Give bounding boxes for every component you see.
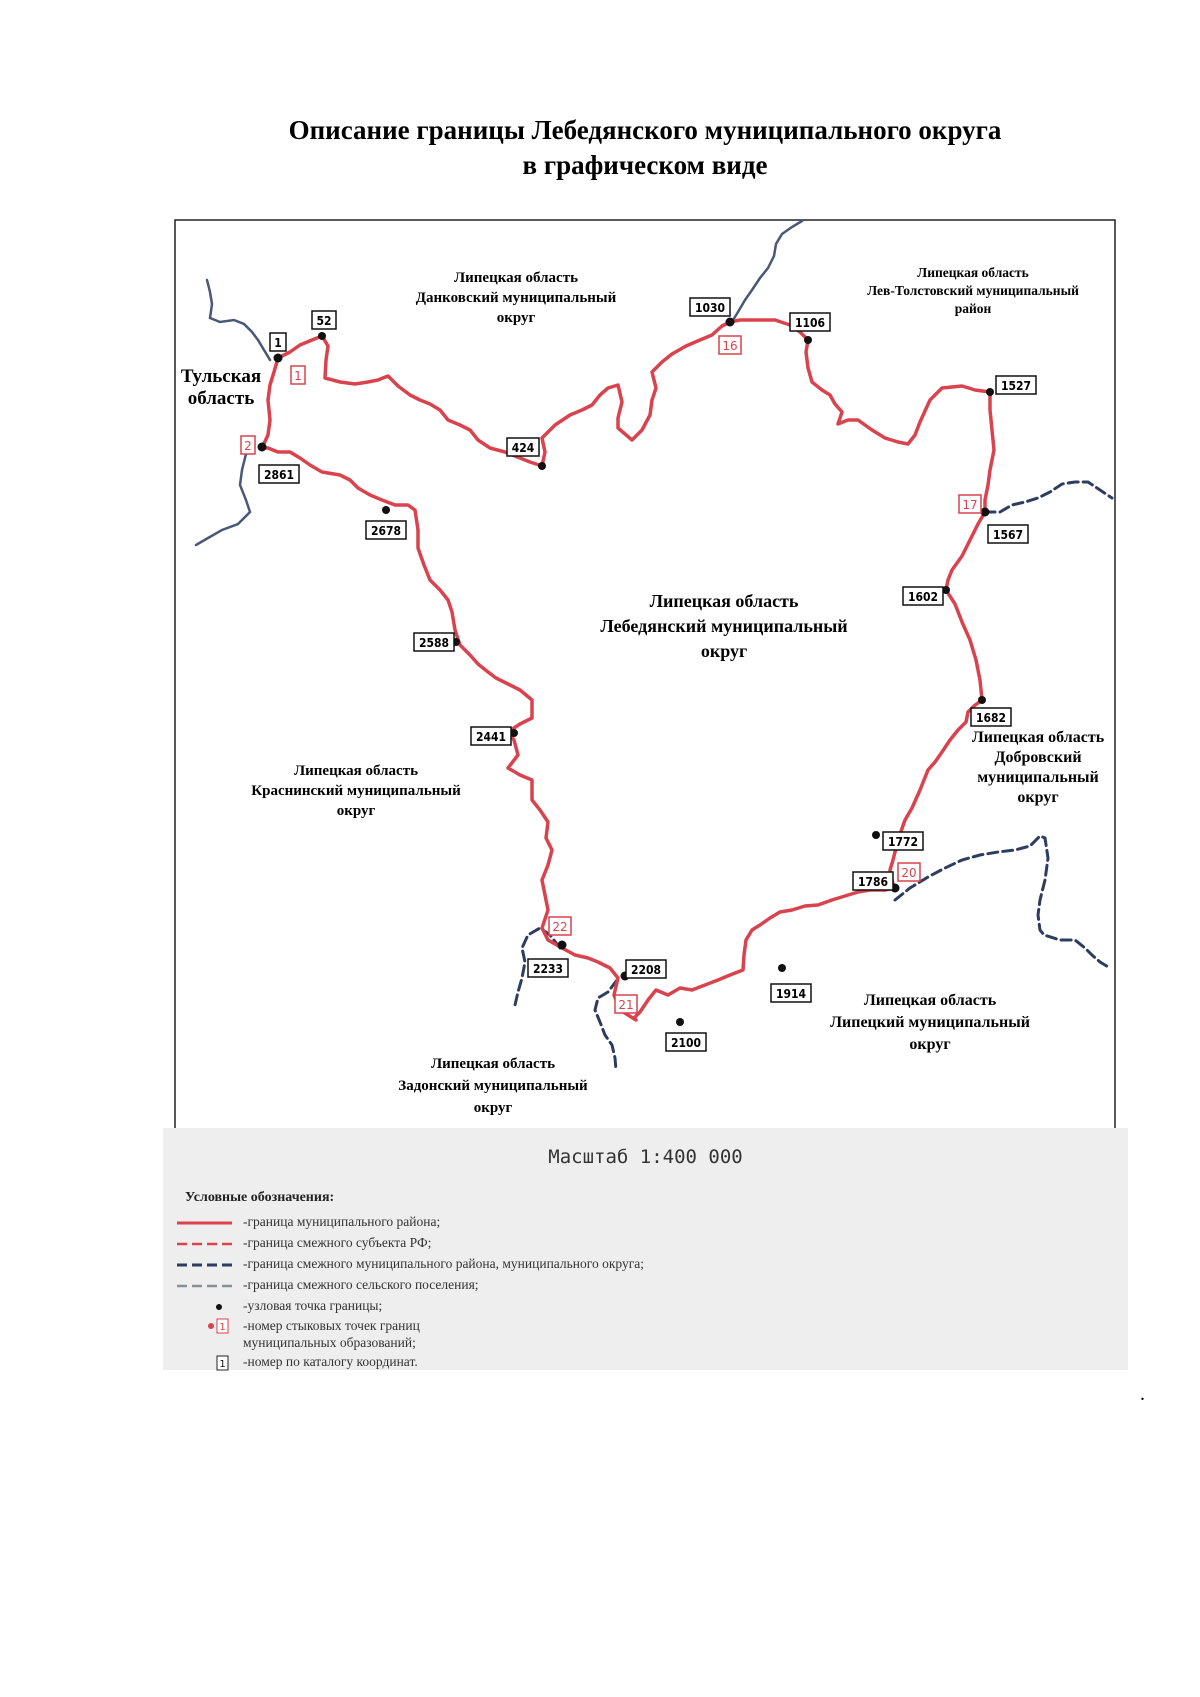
legend-item (163, 1234, 1063, 1254)
node-dot (274, 354, 283, 363)
catalog-point-label (771, 984, 811, 1002)
svg-text:2100: 2100 (670, 1036, 702, 1050)
svg-text:16: 16 (722, 339, 738, 353)
svg-text:1: 1 (294, 369, 302, 383)
junction-point-label (959, 495, 981, 513)
legend-item-label: -граница смежного сельского поселения; (243, 1277, 479, 1292)
catalog-point-label (528, 959, 568, 977)
node-dot (676, 1018, 684, 1026)
node-dot (558, 941, 567, 950)
catalog-point-label (471, 727, 511, 745)
catalog-point-label (626, 960, 666, 978)
legend-item (163, 1353, 1063, 1373)
catalog-point-label (790, 313, 830, 331)
catalog-point-label (312, 311, 336, 329)
legend-item (163, 1297, 1063, 1317)
svg-text:1: 1 (219, 1322, 226, 1333)
catalog-point-label (666, 1033, 706, 1051)
catalog-point-label (270, 333, 286, 351)
svg-text:17: 17 (962, 498, 978, 512)
region-label-krasnoe: Липецкая область Краснинский муниципальный округ (251, 763, 461, 819)
node-dot (981, 508, 990, 517)
catalog-point-label (996, 376, 1036, 394)
legend-item-label: -номер стыковых точек границ муниципальных образований; (243, 1318, 420, 1350)
node-dot (804, 336, 812, 344)
dashed-red-line-icon (177, 1234, 232, 1254)
svg-text:2678: 2678 (370, 524, 402, 538)
legend-item-label: -граница смежного субъекта РФ; (243, 1235, 432, 1250)
legend-panel (163, 1128, 1128, 1370)
svg-text:52: 52 (316, 314, 332, 328)
region-label-lipetsk: Липецкая область Липецкий муниципальный округ (830, 992, 1030, 1053)
legend-item-label: -узловая точка границы; (243, 1298, 383, 1313)
dashed-gray-line-icon (177, 1276, 232, 1296)
region-label-dankov: Липецкая область Данковский муниципальный округ (415, 270, 617, 326)
map-scale: Масштаб 1:400 000 (548, 1146, 743, 1168)
svg-text:1914: 1914 (775, 987, 807, 1001)
svg-text:1567: 1567 (992, 528, 1024, 542)
legend-item-label: -граница смежного муниципального района, муниципального округа; (243, 1256, 645, 1271)
catalog-point-label (414, 633, 454, 651)
junction-point-label (615, 995, 637, 1013)
junction-number-icon (177, 1316, 232, 1336)
catalog-point-label (366, 521, 406, 539)
svg-text:21: 21 (618, 998, 634, 1012)
svg-text:2: 2 (244, 439, 252, 453)
region-label-lev-tolstoy: Липецкая область Лев-Толстовский муниципальный район (867, 265, 1079, 316)
legend-title: Условные обозначения: (185, 1190, 335, 1205)
legend-item-label: -граница муниципального района; (243, 1214, 441, 1229)
svg-text:1772: 1772 (887, 835, 919, 849)
catalog-point-label (853, 872, 893, 890)
svg-text:1: 1 (219, 1359, 226, 1370)
legend-item (163, 1316, 1063, 1352)
svg-text:424: 424 (511, 441, 535, 455)
catalog-number-icon (177, 1353, 232, 1373)
svg-text:2208: 2208 (630, 963, 662, 977)
page-subtitle: в графическом виде (522, 150, 768, 180)
node-dot (382, 506, 390, 514)
junction-point-label (241, 436, 255, 454)
node-dot-icon (177, 1297, 232, 1317)
catalog-point-label (259, 465, 299, 483)
catalog-point-label (903, 587, 943, 605)
svg-text:22: 22 (552, 920, 568, 934)
svg-text:1527: 1527 (1000, 379, 1032, 393)
svg-text:1786: 1786 (857, 875, 889, 889)
svg-text:1: 1 (274, 336, 282, 350)
legend-item (163, 1276, 1063, 1296)
page-title: Описание границы Лебедянского муниципального округа (288, 115, 1002, 145)
svg-text:2233: 2233 (532, 962, 564, 976)
catalog-point-label (690, 298, 730, 316)
legend-item (163, 1213, 1063, 1233)
catalog-point-label (883, 832, 923, 850)
node-dot (258, 443, 267, 452)
node-dot (726, 318, 735, 327)
node-dot (778, 964, 786, 972)
node-dot (978, 696, 986, 704)
svg-text:1106: 1106 (794, 316, 826, 330)
legend-item-label: -номер по каталогу координат. (243, 1354, 418, 1369)
svg-text:1682: 1682 (975, 711, 1007, 725)
svg-text:2441: 2441 (475, 730, 507, 744)
svg-text:2861: 2861 (263, 468, 295, 482)
dashed-blue-line-icon (177, 1255, 232, 1275)
junction-point-label (291, 366, 305, 384)
region-label-lebedyan: Липецкая область Лебедянский муниципальный округ (600, 591, 848, 661)
node-dot (986, 388, 994, 396)
catalog-point-label (971, 708, 1011, 726)
end-mark: . (1140, 1383, 1145, 1405)
junction-point-label (898, 863, 920, 881)
svg-text:1030: 1030 (694, 301, 726, 315)
catalog-point-label (507, 438, 539, 456)
node-dot (872, 831, 880, 839)
svg-text:2588: 2588 (418, 636, 450, 650)
legend-item (163, 1255, 1063, 1275)
junction-point-label (549, 917, 571, 935)
region-label-zadonsk: Липецкая область Задонский муниципальный округ (398, 1056, 588, 1116)
catalog-point-label (988, 525, 1028, 543)
svg-text:1602: 1602 (907, 590, 939, 604)
junction-point-label (719, 336, 741, 354)
region-label-tula: Тульская область (180, 366, 262, 409)
svg-text:20: 20 (901, 866, 917, 880)
node-dot (318, 332, 326, 340)
node-dot (538, 462, 546, 470)
solid-red-line-icon (177, 1213, 232, 1233)
region-label-dobroe: Липецкая область Добровский муниципальный округ (971, 729, 1105, 806)
